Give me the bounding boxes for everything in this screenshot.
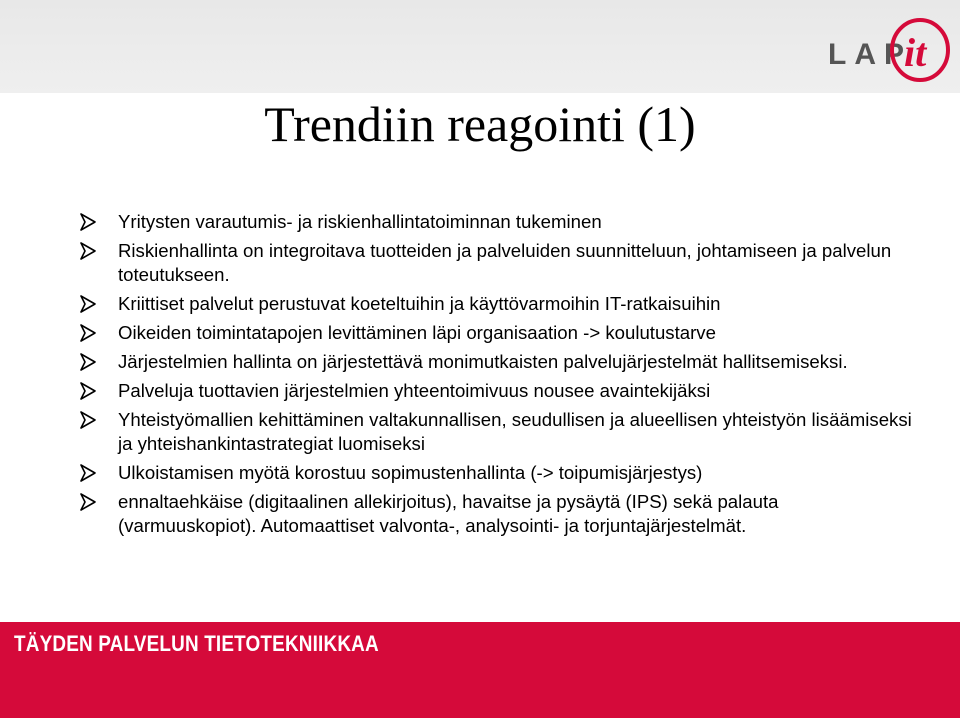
arrow-bullet-icon [80,295,96,313]
slide-title: Trendiin reagointi (1) [264,96,696,152]
list-item [80,490,920,538]
list-item [80,350,920,374]
arrow-bullet-icon [80,411,96,429]
svg-text:it: it [904,30,927,75]
bullet-text: Riskienhallinta on integroitava tuotteiden ja palveluiden suunnitteluun, johtamiseen ja palvelun toteutukseen. [118,240,892,285]
bullet-text: Yhteistyömallien kehittäminen valtakunnallisen, seudullisen ja alueellisen yhteistyön lisäämiseksi ja yhteishankintastrategiat luomiseksi [118,409,912,454]
bullet-text: Yritysten varautumis- ja riskienhallintatoiminnan tukeminen [118,211,602,232]
bullet-text: ennaltaehkäise (digitaalinen allekirjoitus), havaitse ja pysäytä (IPS) sekä palauta (varmuuskopiot). Automaattiset valvonta-, analysointi- ja torjuntajärjestelmät. [118,491,779,536]
arrow-bullet-icon [80,324,96,342]
arrow-bullet-icon [80,353,96,371]
bullet-list [80,210,920,543]
arrow-bullet-icon [80,242,96,260]
list-item [80,292,920,316]
arrow-bullet-icon [80,213,96,231]
bullet-text: Oikeiden toimintatapojen levittäminen läpi organisaation -> koulutustarve [118,322,716,343]
bullet-text: Palveluja tuottavien järjestelmien yhteentoimivuus nousee avaintekijäksi [118,380,711,401]
list-item [80,408,920,456]
header-band [0,0,960,93]
arrow-bullet-icon [80,382,96,400]
arrow-bullet-icon [80,493,96,511]
bullet-text: Kriittiset palvelut perustuvat koeteltuihin ja käyttövarmoihin IT-ratkaisuihin [118,293,721,314]
list-item [80,461,920,485]
list-item [80,379,920,403]
list-item [80,321,920,345]
list-item [80,239,920,287]
bullet-text: Järjestelmien hallinta on järjestettävä monimutkaisten palvelujärjestelmät hallitsemiseksi. [118,351,848,372]
arrow-bullet-icon [80,464,96,482]
footer-slogan: TÄYDEN PALVELUN TIETOTEKNIIKKAA [14,631,379,656]
svg-text:LAP: LAP [828,38,912,71]
list-item [80,210,920,234]
bullet-text: Ulkoistamisen myötä korostuu sopimustenhallinta (-> toipumisjärjestys) [118,462,703,483]
lapit-logo [822,8,952,86]
